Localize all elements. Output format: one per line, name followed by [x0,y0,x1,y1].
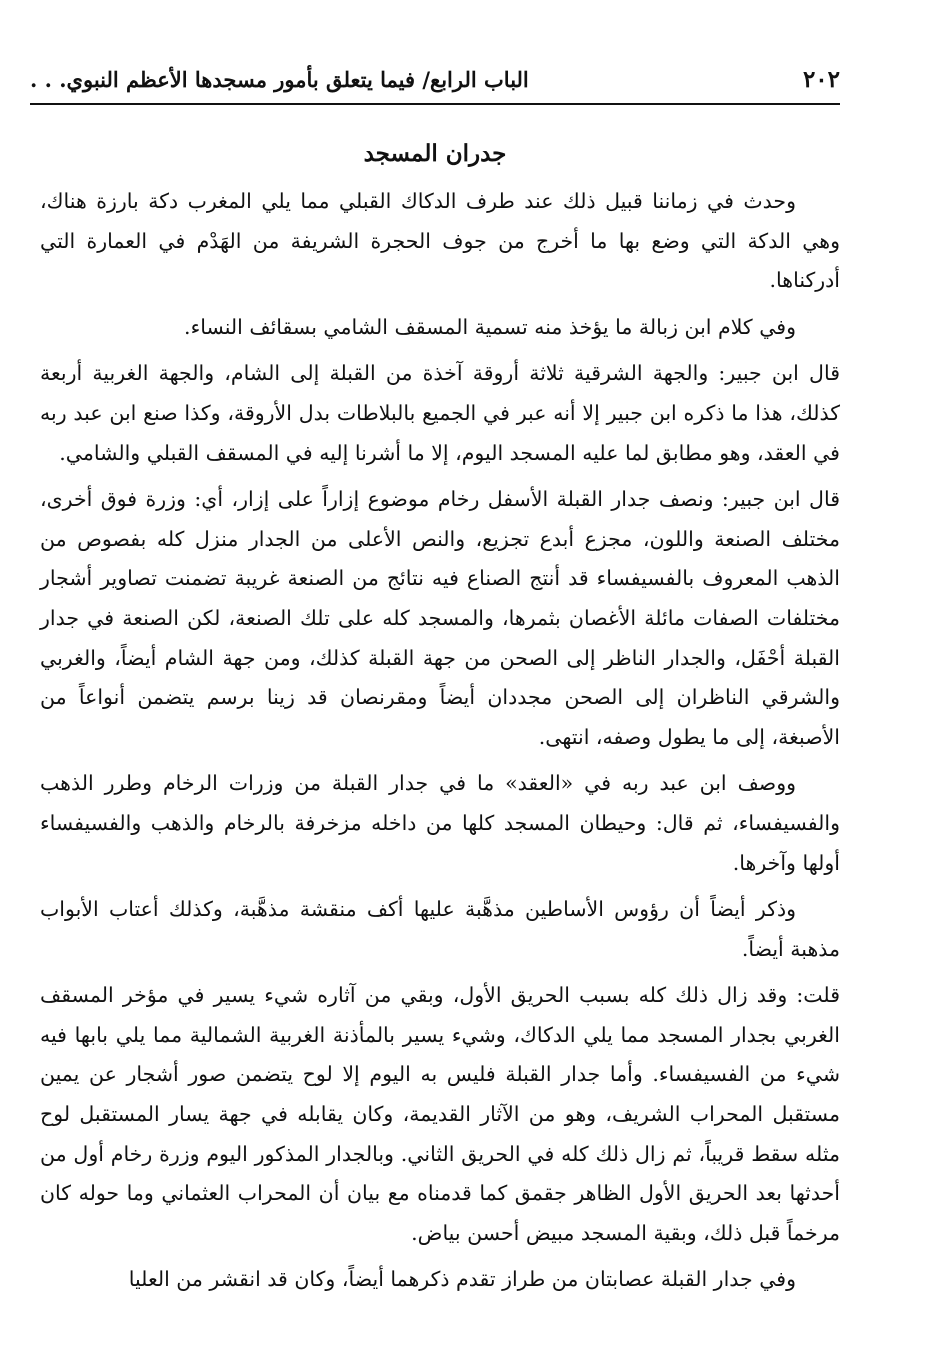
paragraph: قال ابن جبير: والجهة الشرقية ثلاثة أروقة آخذة من القبلة إلى الشام، والجهة الغربية أربعة كذلك، هذا ما ذكره ابن جبير إلا أنه عبر في الجميع بالبلاطات بدل الأروقة، وكذا صنع ابن عبد ربه في العقد، وهو مطابق لما عليه المسجد اليوم، إلا ما أشرنا إليه في المسقف القبلي والشامي. [40,361,840,465]
paragraph: وذكر أيضاً أن رؤوس الأساطين مذهَّبة عليها أكف منقشة مذهَّبة، وكذلك أعتاب الأبواب مذهبة أيضاً. [40,897,840,961]
page-number: ٢٠٢ [802,65,840,93]
paragraph: قلت: وقد زال ذلك كله بسبب الحريق الأول، وبقي من آثاره شيء يسير في مؤخر المسقف الغربي بجدار المسجد مما يلي الدكاك، وشيء يسير بالمأذنة الغربية الشمالية مما يلي بابها فيه شيء من الفسيفساء. وأما جدار القبلة فليس به اليوم إلا لوح يتضمن صور أشجار عن يمين مستقبل المحراب الشريف، وهو من الآثار القديمة، وكان يقابله في جهة يسار المستقبل لوح مثله سقط قريباً، ثم زال ذلك كله في الحريق الثاني. وبالجدار المذكور اليوم وزرة رخام أول من أحدثها بعد الحريق الأول الظاهر جقمق كما قدمناه مع بيان أن المحراب العثماني وما حوله كان مرخماً قبل ذلك، وبقية المسجد مبيض أحسن بياض. [40,983,840,1245]
chapter-title: الباب الرابع/ فيما يتعلق بأمور مسجدها الأعظم النبوي. . . [30,66,529,92]
body-text [40,182,840,1307]
section-title: جدران المسجد [363,140,507,167]
paragraph: ووصف ابن عبد ربه في «العقد» ما في جدار القبلة من وزرات الرخام وطرر الذهب والفسيفساء، ثم قال: وحيطان المسجد كلها من داخله مزخرفة بالرخام والذهب والفسيفساء أولها وآخرها. [40,771,840,875]
paragraph: وفي جدار القبلة عصابتان من طراز تقدم ذكرهما أيضاً، وكان قد انقشر من العليا [128,1267,796,1292]
paragraph: وفي كلام ابن زبالة ما يؤخذ منه تسمية المسقف الشامي بسقائف النساء. [184,314,796,339]
running-header [30,58,840,100]
paragraph: قال ابن جبير: ونصف جدار القبلة الأسفل رخام موضوع إزاراً على إزار، أي: وزرة فوق أخرى، مختلف الصنعة واللون، مجزع أبدع تجزيع، والنص الأعلى من الجدار منزل كله بفصوص من الذهب المعروف بالفسيفساء قد أنتج الصناع فيه نتائج من الصنعة غريبة تضمنت تصاوير أشجار مختلفات الصفات مائلة الأغصان بثمرها، والمسجد كله على تلك الصنعة، لكن الصنعة في جدار القبلة أحْفَل، والجدار الناظر إلى الصحن من جهة القبلة كذلك، ومن جهة الشام أيضاً، والغربي والشرقي الناظران إلى الصحن مجددان أيضاً ومقرنصان قد زينا برسم يتضمن أنواعاً من الأصبغة، إلى ما يطول وصفه، انتهى. [40,487,840,749]
header-divider [30,103,840,105]
paragraph: وحدث في زماننا قبيل ذلك عند طرف الدكاك القبلي مما يلي المغرب دكة بارزة هناك، وهي الدكة التي وضع بها ما أخرج من جوف الحجرة الشريفة من الهَدْم في العمارة التي أدركناها. [40,189,840,293]
